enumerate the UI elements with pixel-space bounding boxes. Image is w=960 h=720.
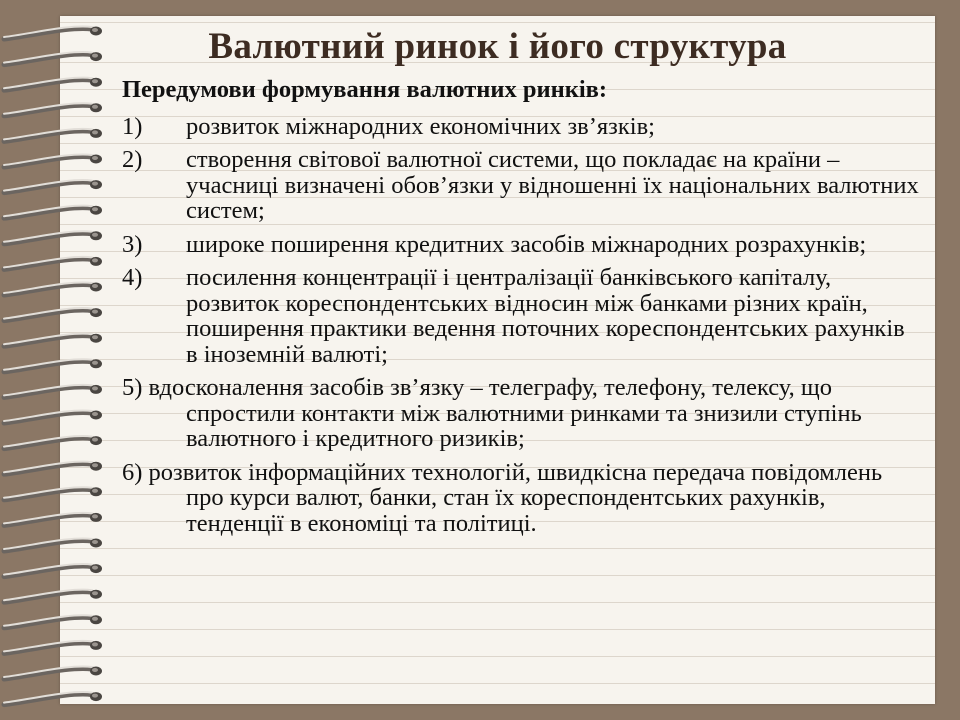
- item-text: посилення концентрації і централізації банківського капіталу, розвиток кореспондентських відносин між банками різних країн, поширення практики ведення поточних кореспондентських рахунків в іноземній валюті;: [186, 264, 905, 368]
- item-text: широке поширення кредитних засобів міжнародних розрахунків;: [186, 230, 867, 258]
- list-item-3: [122, 232, 922, 258]
- item-number: 5): [122, 374, 143, 401]
- item-text: розвиток інформаційних технологій, швидкісна передача повідомлень про курси валют, банки, стан їх кореспондентських рахунків, тенденції в економіці та політиці.: [148, 458, 883, 537]
- spiral-binding-icon: [0, 0, 110, 720]
- item-number: 2): [122, 146, 143, 173]
- list-item-1: [122, 114, 922, 140]
- list-item-5: [122, 375, 922, 452]
- list-item-4: [122, 265, 922, 367]
- item-text: вдосконалення засобів зв’язку – телеграфу, телефону, телексу, що спростили контакти між валютними ринками та знизили ступінь валютного і кредитного ризиків;: [148, 374, 862, 452]
- slide-title: Валютний ринок і його структура: [208, 26, 787, 67]
- slide-content: [122, 77, 922, 544]
- item-number: 1): [122, 112, 143, 140]
- item-number: 3): [122, 230, 143, 258]
- item-text: створення світової валютної системи, що покладає на країни – учасниці визначені обов’язки у відношенні їх національних валютних систем;: [186, 146, 919, 224]
- list-item-6: [122, 460, 922, 537]
- item-text: розвиток міжнародних економічних зв’язків;: [186, 112, 655, 140]
- list-item-2: [122, 147, 922, 224]
- item-number: 6): [122, 458, 143, 486]
- item-number: 4): [122, 264, 143, 291]
- slide-subtitle: Передумови формування валютних ринків:: [122, 76, 608, 103]
